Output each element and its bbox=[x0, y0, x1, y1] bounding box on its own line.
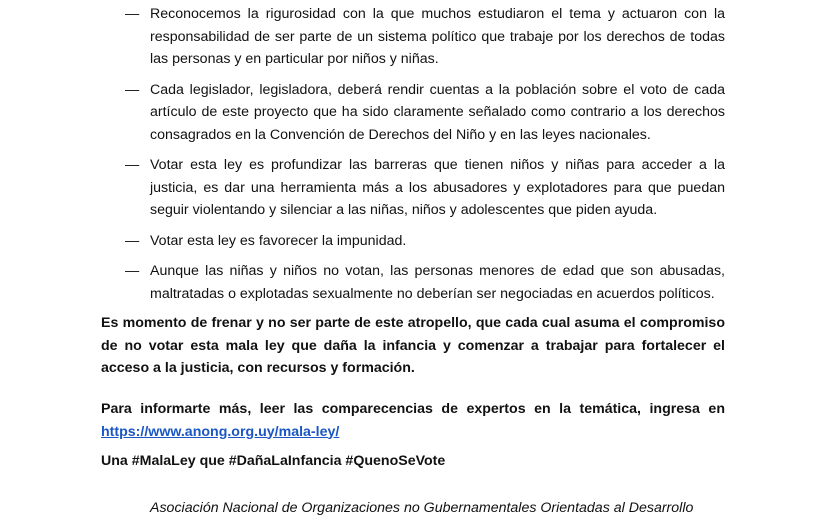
list-item-text: Votar esta ley es profundizar las barreras que tienen niños y niñas para acceder a la justicia, es dar una herramienta más a los abusadores y explotadores para que puedan seguir violentando y silenciar a las niñas, niños y adolescentes que piden ayuda. bbox=[150, 157, 725, 218]
mala-ley-link[interactable]: https://www.anong.org.uy/mala-ley/ bbox=[101, 423, 340, 440]
call-to-action-paragraph: Es momento de frenar y no ser parte de este atropello, que cada cual asuma el compromiso de no votar esta mala ley que daña la infancia y comenzar a trabajar para fortalecer el acceso a la justicia, con recursos y formación. bbox=[101, 315, 725, 376]
list-item bbox=[125, 230, 725, 253]
list-item-text: Aunque las niñas y niños no votan, las personas menores de edad que son abusadas, maltratadas o explotadas sexualmente no deberían ser negociadas en acuerdos políticos. bbox=[150, 263, 725, 302]
organization-footer: Asociación Nacional de Organizaciones no Gubernamentales Orientadas al Desarrollo bbox=[150, 500, 694, 516]
info-paragraph bbox=[101, 398, 725, 443]
info-text: Para informarte más, leer las comparecencias de expertos en la temática, ingresa en bbox=[101, 401, 725, 417]
dash-bullet: — bbox=[125, 81, 140, 98]
list-item-text: Cada legislador, legisladora, deberá rendir cuentas a la población sobre el voto de cada artículo de este proyecto que ha sido claramente señalado como contrario a los derechos consagrados en la Convención de Derechos del Niño y en las leyes nacionales. bbox=[150, 81, 725, 143]
dash-bullet: — bbox=[125, 157, 140, 173]
dash-bullet: — bbox=[125, 263, 140, 279]
list-item bbox=[125, 3, 725, 71]
list-item bbox=[125, 260, 725, 305]
list-item-text: Votar esta ley es favorecer la impunidad. bbox=[150, 232, 407, 249]
list-item-text: Reconocemos la rigurosidad con la que muchos estudiaron el tema y actuaron con la responsabilidad de ser parte de un sistema político que trabaje por los derechos de todas las personas y en particular por niños y niñas. bbox=[150, 6, 725, 67]
dash-bullet: — bbox=[125, 6, 140, 22]
list-item bbox=[125, 154, 725, 222]
bullet-list bbox=[125, 3, 725, 313]
list-item bbox=[125, 79, 725, 147]
hashtags-line: Una #MalaLey que #DañaLaInfancia #QuenoSeVote bbox=[101, 453, 446, 469]
dash-bullet: — bbox=[125, 232, 140, 249]
